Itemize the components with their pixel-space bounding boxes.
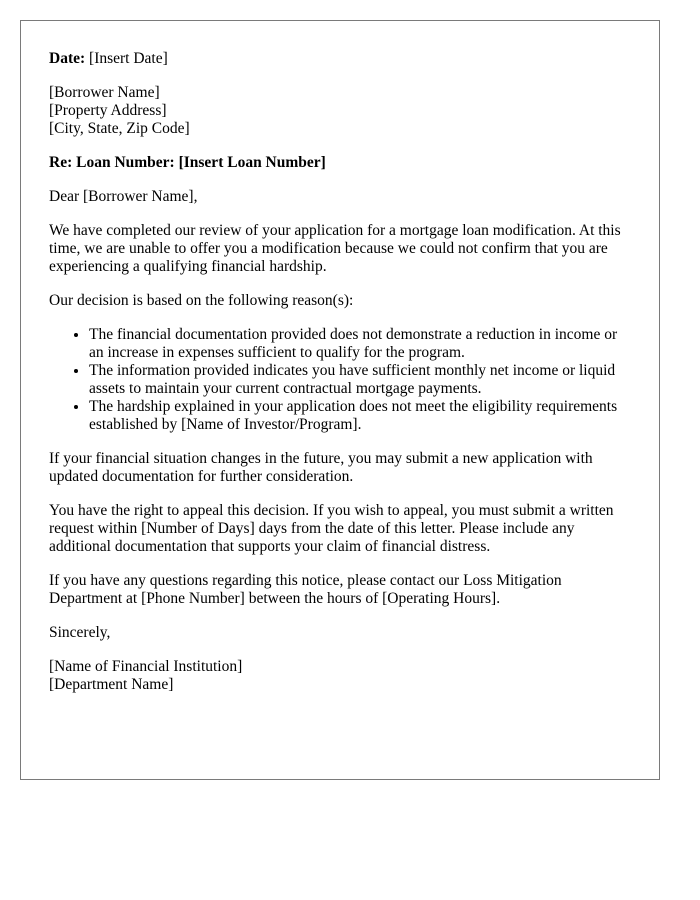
property-address: [Property Address]: [49, 102, 167, 119]
paragraph-review: We have completed our review of your application for a mortgage loan modification. At this time, we are unable to offer you a modification because we could not confirm that you are experiencing a qualifying financial hardship.: [49, 222, 621, 275]
borrower-name: [Borrower Name]: [49, 84, 160, 101]
paragraph-future: If your financial situation changes in the future, you may submit a new application with updated documentation for further consideration.: [49, 450, 593, 485]
reasons-list: [49, 326, 631, 434]
address-block: [49, 84, 631, 138]
re-line: Re: Loan Number: [Insert Loan Number]: [49, 154, 326, 171]
salutation: Dear [Borrower Name],: [49, 188, 198, 205]
paragraph-contact: If you have any questions regarding this notice, please contact our Loss Mitigation Department at [Phone Number] between the hours of [Operating Hours].: [49, 572, 562, 607]
institution-name: [Name of Financial Institution]: [49, 658, 243, 675]
date-line: [49, 50, 631, 68]
reason-item: • The information provided indicates you have sufficient monthly net income or liquid assets to maintain your current contractual mortgage payments.: [89, 362, 631, 398]
reason-item: • The hardship explained in your application does not meet the eligibility requirements established by [Name of Investor/Program].: [89, 398, 631, 434]
signature-block: [49, 658, 631, 694]
closing: Sincerely,: [49, 624, 111, 641]
date-label: Date:: [49, 50, 86, 67]
department-name: [Department Name]: [49, 676, 174, 693]
letter-page: [20, 20, 660, 780]
reasons-intro: Our decision is based on the following reason(s):: [49, 292, 354, 309]
date-value: [Insert Date]: [89, 50, 168, 67]
city-state-zip: [City, State, Zip Code]: [49, 120, 190, 137]
paragraph-appeal: You have the right to appeal this decision. If you wish to appeal, you must submit a written request within [Number of Days] days from the date of this letter. Please include any additional documentation that supports your claim of financial distress.: [49, 502, 614, 555]
reason-item: • The financial documentation provided does not demonstrate a reduction in income or an increase in expenses sufficient to qualify for the program.: [89, 326, 631, 362]
